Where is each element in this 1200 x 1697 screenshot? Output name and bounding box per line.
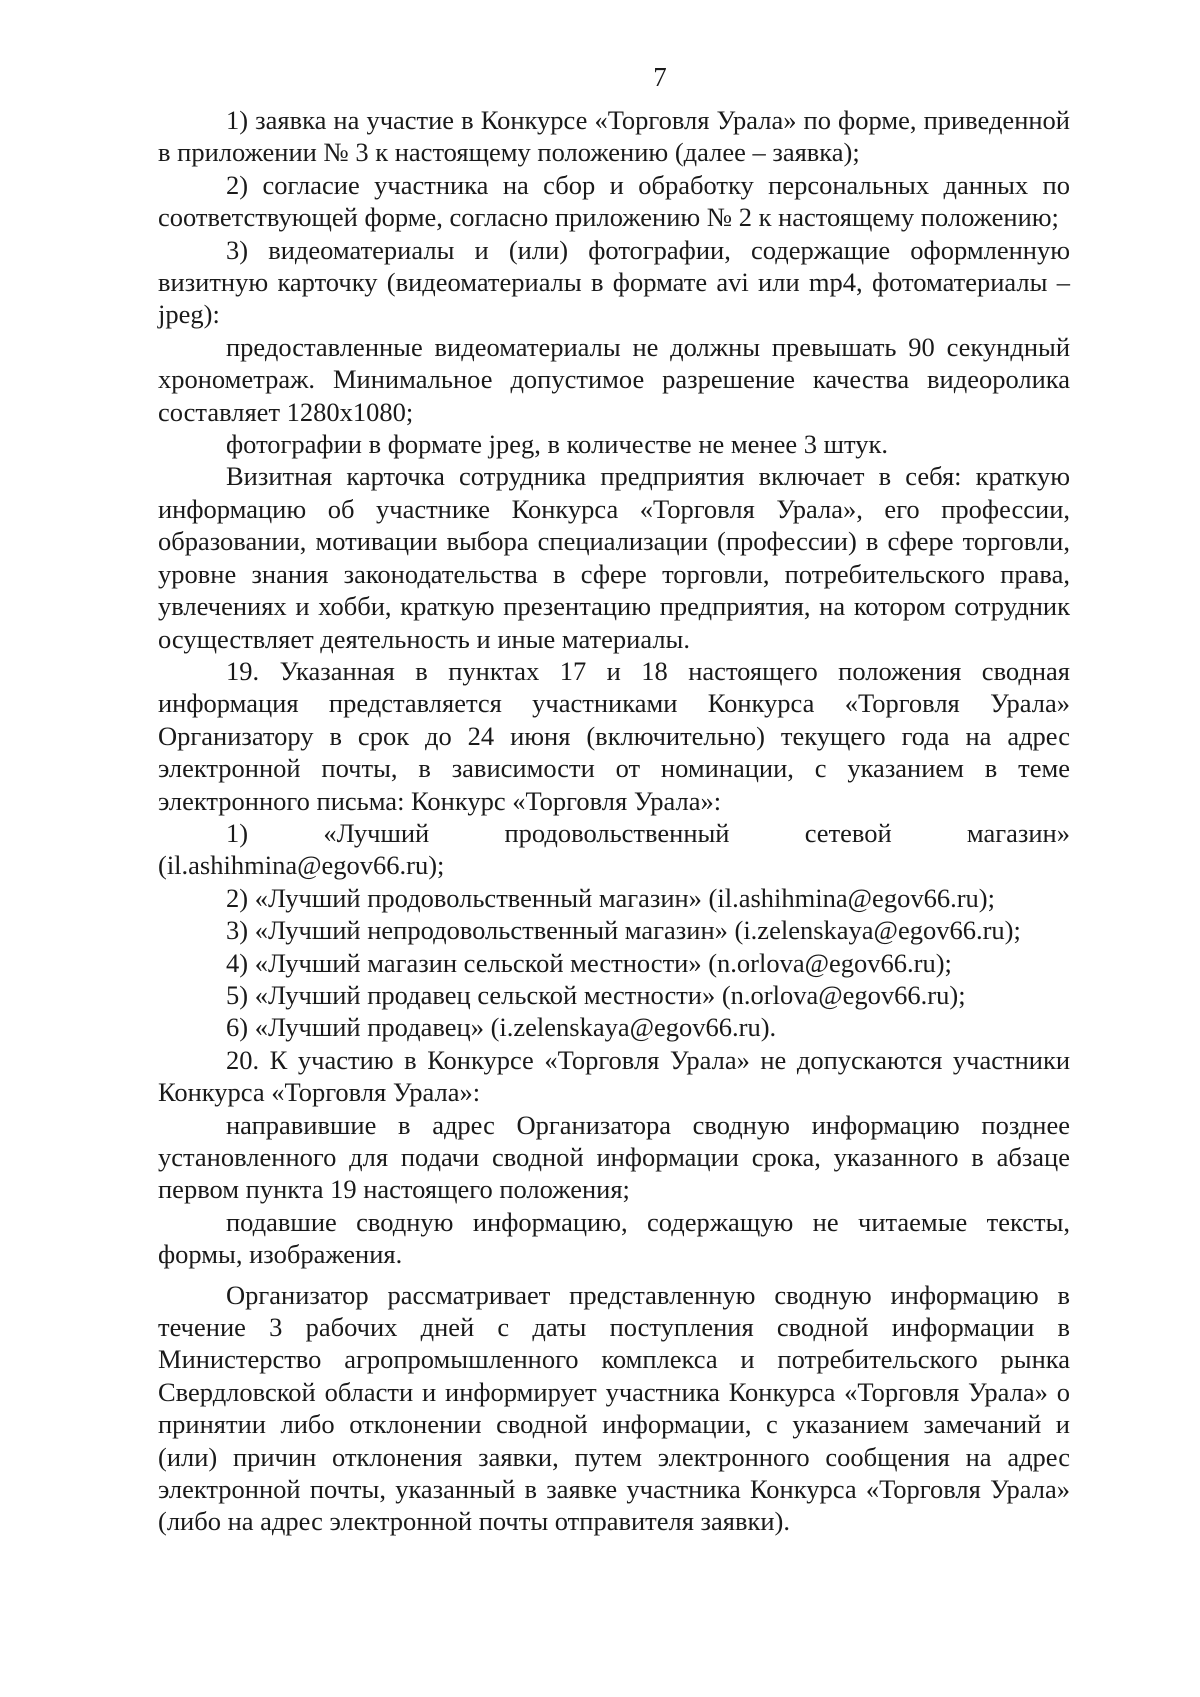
paragraph-item-1-application: 1) заявка на участие в Конкурсе «Торговля Урала» по форме, приведенной в приложении № 3 к настоящему положению (далее – заявка); [158, 105, 1070, 168]
paragraph-business-card: Визитная карточка сотрудника предприятия включает в себя: краткую информацию об участнике Конкурса «Торговля Урала», его профессии, образовании, мотивации выбора специализации (профессии) в сфере торговли, уровне знания законодательства в сфере торговли, потребительского права, увлечениях и хобби, краткую презентацию предприятия, на котором сотрудник осуществляет деятельность и иные материалы. [158, 461, 1070, 654]
paragraph-item-3-media: 3) видеоматериалы и (или) фотографии, содержащие оформленную визитную карточку (видеоматериалы в формате avi или mp4, фотоматериалы – jpeg): [158, 234, 1070, 330]
list-item-nomination-2: 2) «Лучший продовольственный магазин» (il.ashihmina@egov66.ru); [226, 882, 995, 913]
list-item-nomination-1: 1) «Лучший продовольственный сетевой магазин» (il.ashihmina@egov66.ru); [158, 817, 1070, 881]
paragraph-unreadable-submission: подавшие сводную информацию, содержащую не читаемые тексты, формы, изображения. [158, 1206, 1070, 1270]
list-item-nomination-6: 6) «Лучший продавец» (i.zelenskaya@egov66.ru). [226, 1012, 777, 1043]
paragraph-late-submission: направившие в адрес Организатора сводную информацию позднее установленного для подачи сводной информации срока, указанного в абзаце первом пункта 19 настоящего положения; [158, 1109, 1070, 1205]
paragraph-photo-requirements: фотографии в формате jpeg, в количестве не менее 3 штук. [226, 429, 889, 460]
list-item-nomination-5: 5) «Лучший продавец сельской местности» (n.orlova@egov66.ru); [226, 979, 966, 1010]
paragraph-clause-20: 20. К участию в Конкурсе «Торговля Урала» не допускаются участники Конкурса «Торговля Урала»: [158, 1044, 1070, 1108]
page-number: 7 [653, 62, 667, 92]
list-item-nomination-3: 3) «Лучший непродовольственный магазин» (i.zelenskaya@egov66.ru); [226, 915, 1021, 946]
paragraph-clause-19: 19. Указанная в пунктах 17 и 18 настоящего положения сводная информация представляется участниками Конкурса «Торговля Урала» Организатору в срок до 24 июня (включительно) текущего года на адрес электронной почты, в зависимости от номинации, с указанием в теме электронного письма: Конкурс «Торговля Урала»: [158, 655, 1070, 816]
paragraph-item-2-consent: 2) согласие участника на сбор и обработку персональных данных по соответствующей форме, согласно приложению № 2 к настоящему положению; [158, 169, 1070, 233]
paragraph-organizer-review: Организатор рассматривает представленную сводную информацию в течение 3 рабочих дней с даты поступления сводной информации в Министерство агропромышленного комплекса и потребительского рынка Свердловской области и информирует участника Конкурса «Торговля Урала» о принятии либо отклонении сводной информации, с указанием замечаний и (или) причин отклонения заявки, путем электронного сообщения на адрес электронной почты, указанный в заявке участника Конкурса «Торговля Урала» (либо на адрес электронной почты отправителя заявки). [158, 1279, 1070, 1537]
document-body [158, 104, 1070, 1538]
paragraph-video-requirements: предоставленные видеоматериалы не должны превышать 90 секундный хронометраж. Минимальное допустимое разрешение качества видеоролика составляет 1280х1080; [158, 331, 1070, 427]
list-item-nomination-4: 4) «Лучший магазин сельской местности» (n.orlova@egov66.ru); [226, 947, 952, 978]
